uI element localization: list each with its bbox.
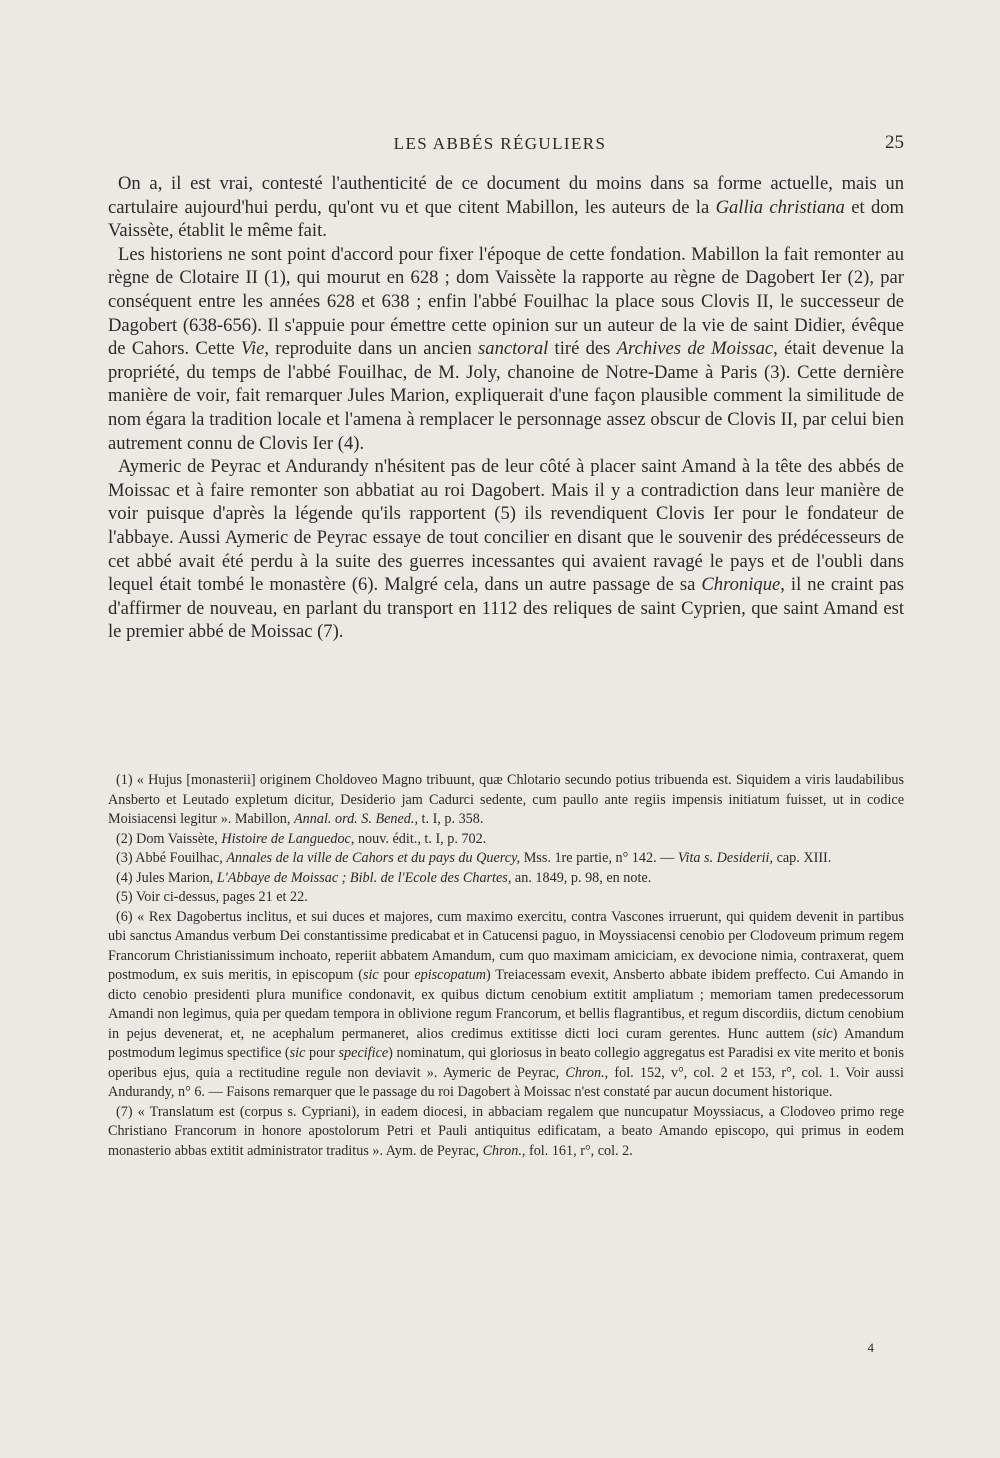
paragraph: Aymeric de Peyrac et Andurandy n'hésitent pas de leur côté à placer saint Amand à la tête des abbés de Moissac et à faire remonter son abbatiat au roi Dagobert. Mais il y a contradiction dans leur manière de voir puisque d'après la légende qu'ils rapportent (5) ils revendiquent Clovis Ier pour le fondateur de l'abbaye. Aussi Aymeric de Peyrac essaye de tout concilier en disant que le souvenir des prédécesseurs de cet abbé avait été perdu à la suite des guerres incessantes qui avaient ravagé le pays et de l'oubli dans lequel était tombé le monastère (6). Malgré cela, dans un autre passage de sa Chronique, il ne craint pas d'affirmer de nouveau, en parlant du transport en 1112 des reliques de saint Cyprien, que saint Amand est le premier abbé de Moissac (7). [108,456,904,643]
footnote: (6) « Rex Dagobertus inclitus, et sui duces et majores, cum maximo exercitu, contra Vascones irruerunt, qui quidem devenit in partibus ubi sanctus Amandus verbum Dei constantissime predicabat et in Catucensi paguo, in Moyssiacensi cenobio per Clodoveum primum regem Francorum Christianissimum inchoato, reperiit abbatem Amandum, cum quo maximam amiciciam, ex devocione nimia, contraxerat, quem postmodum, ex suis meritis, in episcopum (sic pour episcopatum) Treiacessam evexit, Ansberto abbate ibidem preffecto. Cui Amando in dicto cenobio presidenti plura munifice condonavit, ex quibus dictum cenobium extitit ampliatum ; memoriam tamen predecessorum Amandi non legimus, quia per quedam tempora in oblivione regum Francorum, et bellis flagrantibus, et regum discordiis, dictum cenobium in pejus devenerat, et, ne acephalum permaneret, alios credimus extitisse dicti loci curam gerentes. Hunc auttem (sic) Amandum postmodum legimus spectifice (sic pour specifice) nominatum, qui gloriosus in beato collegio aggregatus est Paradisi ex vite merito et bonis operibus ejus, quia a rectitudine regule non deviavit ». Aymeric de Peyrac, Chron., fol. 152, v°, col. 2 et 153, r°, col. 1. Voir aussi Andurandy, n° 6. — Faisons remarquer que le passage du roi Dagobert à Moissac n'est constaté par aucun document historique. [108,908,904,1100]
footnote: (5) Voir ci-dessus, pages 21 et 22. [116,889,308,905]
footnote: (1) « Hujus [monasterii] originem Choldoveo Magno tribuunt, quæ Chlotario secundo potius tribuenda est. Siquidem a viris laudabilibus Ansberto et Leutado expletum dicitur, Desiderio jam Cadurci sedente, cum paullo ante regiis impensis initiatum fuisset, ut in codice Moisiacensi legitur ». Mabillon, Annal. ord. S. Bened., t. I, p. 358. [108,772,904,827]
signature-mark: 4 [867,1340,874,1355]
running-title: LES ABBÉS RÉGULIERS [393,134,607,153]
paragraph: Les historiens ne sont point d'accord pour fixer l'époque de cette fondation. Mabillon la fait remonter au règne de Clotaire II (1), qui mourut en 628 ; dom Vaissète la rapporte au règne de Dagobert Ier (2), par conséquent entre les années 628 et 638 ; enfin l'abbé Fouilhac la place sous Clovis II, le successeur de Dagobert (638-656). Il s'appuie pour émettre cette opinion sur un auteur de la vie de saint Didier, évêque de Cahors. Cette Vie, reproduite dans un ancien sanctoral tiré des Archives de Moissac, était devenue la propriété, du temps de l'abbé Fouilhac, de M. Joly, chanoine de Notre-Dame à Paris (3). Cette dernière manière de voir, fait remarquer Jules Marion, expliquerait d'une façon plausible comment la similitude de nom égara la tradition locale et l'amena à remplacer le personnage assez obscur de Clovis II, par celui bien autrement connu de Clovis Ier (4). [108,243,904,454]
footnotes [108,771,904,1161]
footnote: (2) Dom Vaissète, Histoire de Languedoc, nouv. édit., t. I, p. 702. [116,830,487,847]
footnote: (3) Abbé Fouilhac, Annales de la ville de Cahors et du pays du Quercy, Mss. 1re partie, n° 142. — Vita s. Desiderii, cap. XIII. [116,850,832,866]
paragraph: On a, il est vrai, contesté l'authenticité de ce document du moins dans sa forme actuelle, mais un cartulaire aujourd'hui perdu, qu'ont vu et que citent Mabillon, les auteurs de la Gallia christiana et dom Vaissète, établit le même fait. [108,173,905,242]
footnote: (7) « Translatum est (corpus s. Cypriani), in eadem diocesi, in abbaciam regalem que nuncupatur Moyssiacus, a Clodoveo primo rege Christiano Francorum in honore apostolorum Petri et Pauli antiquitus edificatam, a beato Amando episcopo, qui primus in eodem monasterio abbas extitit administrator traditus ». Aym. de Peyrac, Chron., fol. 161, r°, col. 2. [108,1103,904,1159]
page-number: 25 [885,132,904,153]
body-text [108,172,904,644]
footnote: (4) Jules Marion, L'Abbaye de Moissac ; Bibl. de l'Ecole des Chartes, an. 1849, p. 98, en note. [116,869,652,886]
